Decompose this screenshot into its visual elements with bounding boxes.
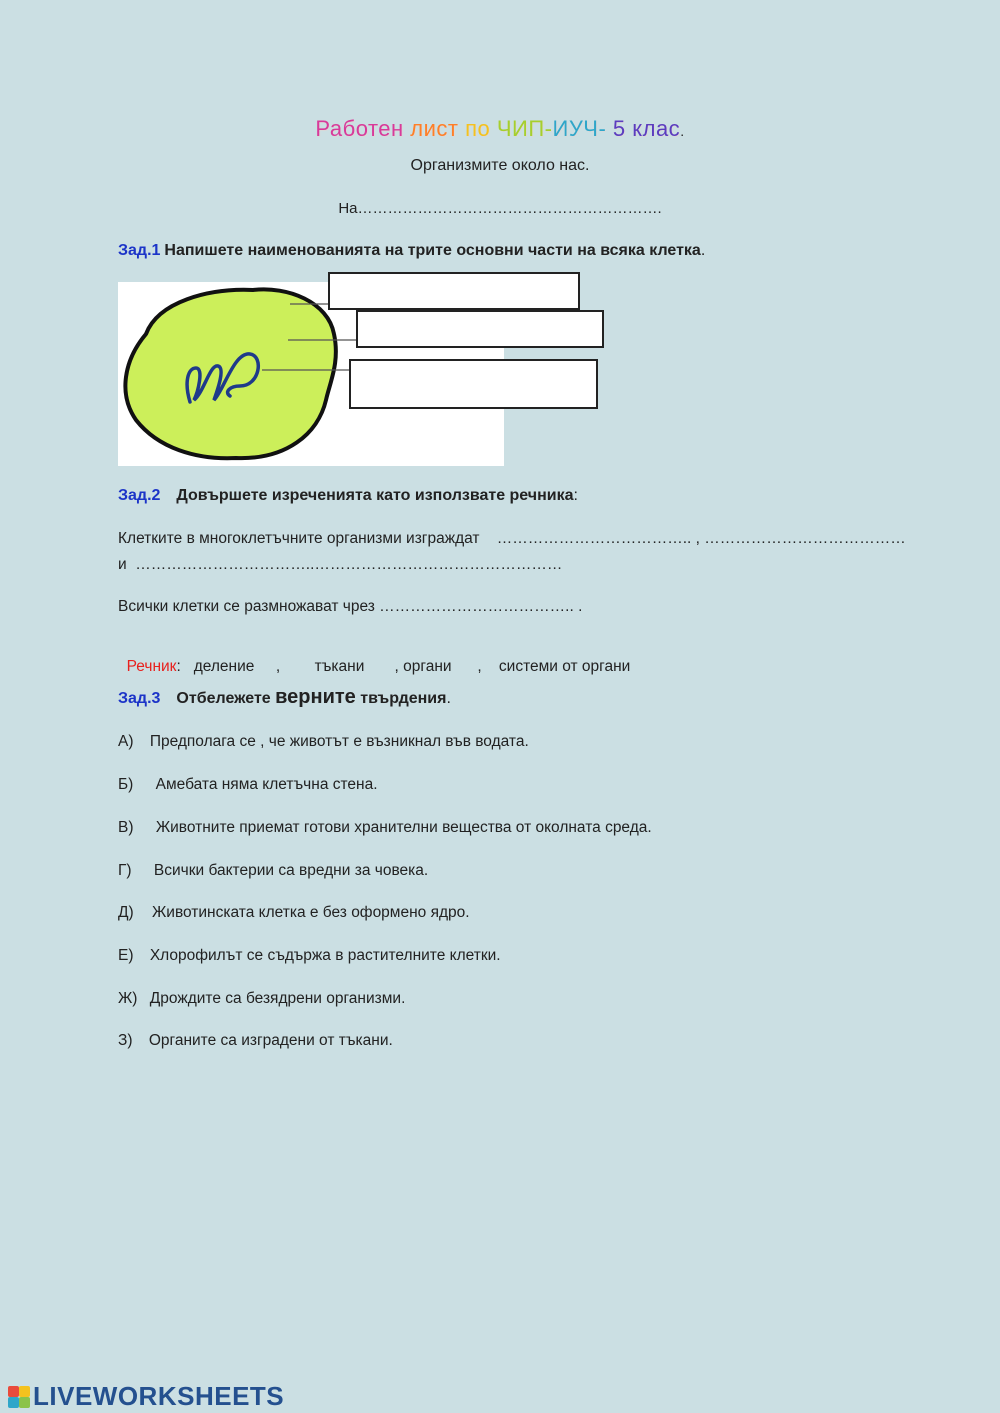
task1-heading bbox=[118, 242, 705, 260]
statement-b[interactable] bbox=[118, 776, 378, 794]
statement-letter: З) bbox=[118, 1032, 133, 1049]
statement-a[interactable] bbox=[118, 733, 529, 751]
statement-text: Животните приемат готови хранителни вещества от околната среда. bbox=[155, 819, 652, 836]
answer-box-1[interactable] bbox=[328, 272, 580, 310]
statement-letter: Г) bbox=[118, 862, 132, 879]
statement-text: Хлорофилът се съдържа в растителните клетки. bbox=[149, 947, 501, 964]
statement-v[interactable] bbox=[118, 819, 652, 837]
task2-heading bbox=[118, 487, 578, 505]
statement-text: Амебата няма клетъчна стена. bbox=[155, 776, 378, 793]
task3-text-b: верните bbox=[275, 686, 356, 708]
statement-d[interactable] bbox=[118, 904, 470, 922]
task2-sentence1-line2: и ……………………………..………………………………………… bbox=[118, 556, 563, 573]
answer-box-3[interactable] bbox=[349, 359, 598, 409]
statement-e[interactable] bbox=[118, 947, 501, 965]
task1-number: Зад.1 bbox=[118, 242, 161, 259]
task3-text-c: твърдения bbox=[360, 690, 447, 707]
task1-text: Напишете наименованията на трите основни части на всяка клетка bbox=[164, 242, 701, 259]
title-part-1: Работен bbox=[315, 116, 411, 141]
task2-text: Довършете изреченията като използвате речника bbox=[176, 487, 574, 504]
statement-text: Животинската клетка е без оформено ядро. bbox=[151, 904, 470, 921]
statement-letter: А) bbox=[118, 733, 134, 750]
task3-heading bbox=[118, 686, 451, 709]
statement-text: Предполага се , че животът е възникнал във водата. bbox=[149, 733, 529, 750]
task2-number: Зад.2 bbox=[118, 487, 161, 504]
title-suffix: . bbox=[680, 123, 685, 139]
task2-sentence1-line1: Клетките в многоклетъчните организми изграждат ……………………………….. , ………………………………… bbox=[118, 530, 906, 547]
statement-zh[interactable] bbox=[118, 990, 405, 1008]
title-part-6: 5 клас bbox=[612, 116, 681, 141]
liveworksheets-logo[interactable] bbox=[8, 1381, 284, 1412]
statement-letter: В) bbox=[118, 819, 134, 836]
dictionary-items: деление , тъкани , органи , системи от органи bbox=[193, 658, 631, 675]
statement-text: Всички бактерии са вредни за човека. bbox=[153, 862, 429, 879]
title-part-3: по bbox=[465, 116, 497, 141]
title-part-2: лист bbox=[410, 116, 466, 141]
statement-letter: Б) bbox=[118, 776, 134, 793]
task3-number: Зад.3 bbox=[118, 690, 161, 707]
task2-end: : bbox=[573, 487, 578, 504]
answer-box-2[interactable] bbox=[356, 310, 604, 348]
logo-text: LIVEWORKSHEETS bbox=[33, 1381, 285, 1411]
dictionary-label: Речник bbox=[126, 658, 177, 675]
statement-letter: Д) bbox=[118, 904, 134, 921]
statement-letter: Е) bbox=[118, 947, 134, 964]
statement-text: Дрождите са безядрени организми. bbox=[149, 990, 406, 1007]
worksheet-title bbox=[0, 116, 1000, 142]
statement-letter: Ж) bbox=[118, 990, 138, 1007]
title-part-4: ЧИП- bbox=[496, 116, 553, 141]
statement-g[interactable] bbox=[118, 862, 428, 880]
name-line: На……………………………………………………. bbox=[338, 200, 662, 217]
dictionary-line: Речник: деление , тъкани , органи , системи от органи bbox=[126, 658, 631, 675]
task2-sentence2: Всички клетки се размножават чрез ……………………………….. . bbox=[118, 598, 583, 615]
task3-end: . bbox=[446, 690, 451, 707]
title-part-5: ИУЧ- bbox=[552, 116, 613, 141]
task3-text-a: Отбележете bbox=[176, 690, 271, 707]
task1-end: . bbox=[700, 242, 706, 259]
statement-text: Органите са изградени от тъкани. bbox=[148, 1032, 393, 1049]
logo-mark-icon bbox=[8, 1386, 30, 1408]
subtitle: Организмите около нас. bbox=[410, 157, 590, 174]
statement-z[interactable] bbox=[118, 1032, 393, 1050]
